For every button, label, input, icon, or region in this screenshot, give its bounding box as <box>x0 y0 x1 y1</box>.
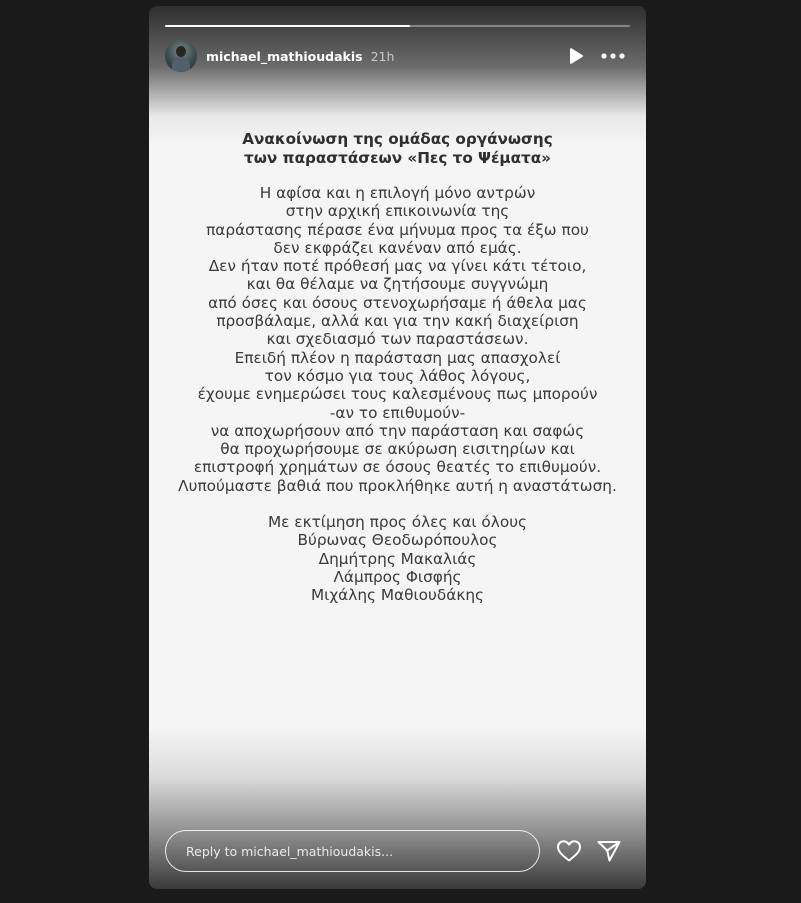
title-line: των παραστάσεων «Πες το Ψέματα» <box>244 149 551 167</box>
story-viewer <box>149 6 646 889</box>
body-line: από όσες και όσους στενοχωρήσαμε ή άθελα μας <box>208 293 587 312</box>
body-line: στην αρχική επικοινωνία της <box>285 202 510 221</box>
body-line: έχουμε ενημερώσει τους καλεσμένους πως μπορούν <box>197 385 598 404</box>
body-line: και σχεδιασμό των παραστάσεων. <box>266 330 529 349</box>
signature-line: Με εκτίμηση προς όλες και όλους <box>267 513 528 532</box>
avatar[interactable] <box>165 40 197 72</box>
signature-line: Δημήτρης Μακαλιάς <box>318 549 477 568</box>
body-line: τον κόσμο για τους λάθος λόγους, <box>264 366 531 385</box>
reply-input[interactable] <box>165 830 540 872</box>
body-line: να αποχωρήσουν από την παράσταση και σαφώς <box>210 421 585 440</box>
announcement-body <box>149 184 646 495</box>
story-content <box>149 130 646 605</box>
body-line: θα προχωρήσουμε σε ακύρωση εισιτηρίων και <box>220 440 575 459</box>
send-icon[interactable] <box>595 837 623 865</box>
title-line: Ανακοίνωση της ομάδας οργάνωσης <box>242 130 553 148</box>
body-line: προσβάλαμε, αλλά και για την κακή διαχείριση <box>216 312 579 331</box>
signature-line: Μιχάλης Μαθιουδάκης <box>310 586 485 605</box>
body-line: δεν εκφράζει κανέναν από εμάς. <box>273 238 522 257</box>
story-progress-fill <box>165 25 410 27</box>
heart-icon[interactable] <box>555 837 583 865</box>
story-header <box>165 40 630 72</box>
body-line: -αν το επιθυμούν- <box>329 403 466 422</box>
signature-line: Βύρωνας Θεοδωρόπουλος <box>297 531 498 550</box>
body-line: επιστροφή χρημάτων σε όσους θεατές το επιθυμούν. <box>193 458 602 477</box>
body-line: και θα θέλαμε να ζητήσουμε συγγνώμη <box>246 275 549 294</box>
more-options-icon[interactable] <box>600 45 626 67</box>
announcement-title <box>149 130 646 168</box>
username[interactable]: michael_mathioudakis <box>206 48 363 64</box>
body-line: Λυπούμαστε βαθιά που προκλήθηκε αυτή η αναστάτωση. <box>178 476 617 495</box>
story-progress-bar <box>165 25 630 27</box>
post-time: 21h <box>370 48 395 64</box>
body-line: Επειδή πλέον η παράσταση μας απασχολεί <box>234 348 561 367</box>
announcement-signature <box>149 513 646 604</box>
body-line: Δεν ήταν ποτέ πρόθεσή μας να γίνει κάτι τέτοιο, <box>208 257 587 276</box>
body-line: παράστασης πέρασε ένα μήνυμα προς τα έξω που <box>206 220 589 239</box>
story-footer <box>165 829 630 873</box>
body-line: Η αφίσα και η επιλογή μόνο αντρών <box>259 184 536 202</box>
play-icon[interactable] <box>565 45 587 67</box>
header-actions <box>565 45 630 67</box>
signature-line: Λάμπρος Φισφής <box>333 567 462 586</box>
